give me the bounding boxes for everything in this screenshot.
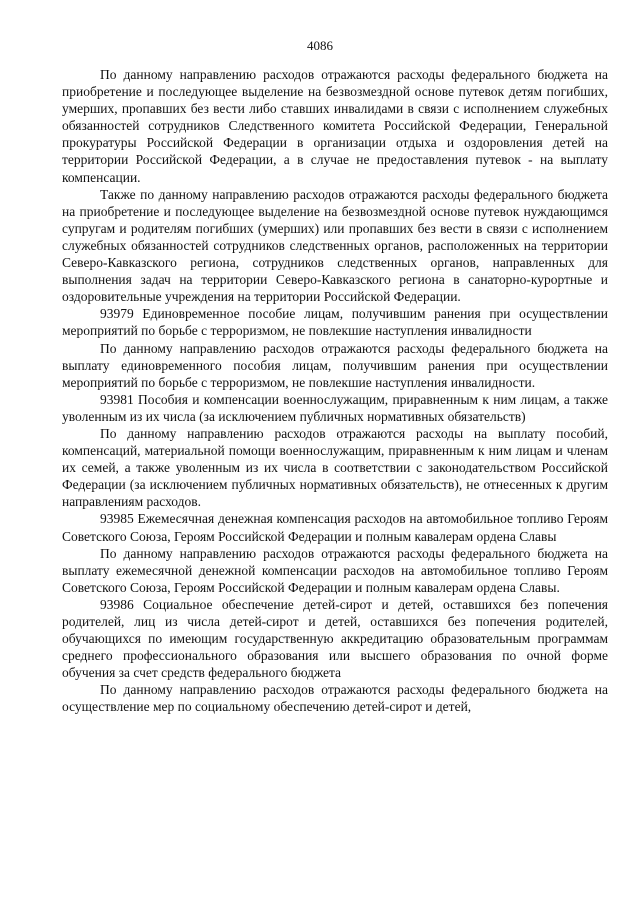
- paragraph-9-heading-93986: 93986 Социальное обеспечение детей-сирот и детей, оставшихся без попечения родителей, лиц из числа детей-сирот и детей, оставшихся без попечения родителей, обучающихся по имеющим государственную аккредитацию образовательным программам среднего профессионального образования или высшего образования по очной форме обучения за счет средств федерального бюджета: [62, 596, 608, 681]
- page-number: 4086: [307, 38, 333, 53]
- paragraph-1: По данному направлению расходов отражаются расходы федерального бюджета на приобретение и последующее выделение на безвозмездной основе путевок детям погибших, умерших, пропавших без вести либо ставших инвалидами в связи с исполнением служебных обязанностей сотрудников Следственного комитета Российской Федерации, Генеральной прокуратуры Российской Федерации в организации отдыха и оздоровления детей на территории Российской Федерации, а в случае не предоставления путевок - на выплату компенсации.: [62, 67, 608, 185]
- paragraph-10: По данному направлению расходов отражаются расходы федерального бюджета на осуществление мер по социальному обеспечению детей-сирот и детей,: [62, 682, 608, 715]
- paragraph-2: Также по данному направлению расходов отражаются расходы федерального бюджета на приобретение и последующее выделение на безвозмездной основе путевок нуждающимся супругам и родителям погибших (умерших) или пропавших без вести в связи с исполнением служебных обязанностей сотрудников следственных органов, расположенных на территории Северо-Кавказского региона, сотрудников следственных органов, направленных для выполнения задач на территории Северо-Кавказского региона в санаторно-курортные и оздоровительные учреждения на территории Российской Федерации.: [62, 186, 608, 305]
- document-body: [62, 66, 608, 716]
- paragraph-5-heading-93981: 93981 Пособия и компенсации военнослужащим, приравненным к ним лицам, а также уволенным из их числа (за исключением публичных нормативных обязательств): [62, 391, 608, 424]
- paragraph-3-heading-93979: 93979 Единовременное пособие лицам, получившим ранения при осуществлении мероприятий по борьбе с терроризмом, не повлекшие наступления инвалидности: [62, 306, 608, 339]
- paragraph-7-heading-93985: 93985 Ежемесячная денежная компенсация расходов на автомобильное топливо Героям Советского Союза, Героям Российской Федерации и полным кавалерам ордена Славы: [62, 511, 608, 544]
- paragraph-6: По данному направлению расходов отражаются расходы на выплату пособий, компенсаций, материальной помощи военнослужащим, приравненным к ним лицам и членам их семей, а также уволенным из их числа в соответствии с законодательством Российской Федерации (за исключением публичных нормативных обязательств), не отнесенных к другим направлениям расходов.: [62, 425, 608, 510]
- paragraph-8: По данному направлению расходов отражаются расходы федерального бюджета на выплату ежемесячной денежной компенсации расходов на автомобильное топливо Героям Советского Союза, Героям Российской Федерации и полным кавалерам ордена Славы.: [62, 545, 608, 595]
- paragraph-4: По данному направлению расходов отражаются расходы федерального бюджета на выплату единовременного пособия лицам, получившим ранения при осуществлении мероприятий по борьбе с терроризмом, не повлекшие наступления инвалидности.: [62, 340, 608, 390]
